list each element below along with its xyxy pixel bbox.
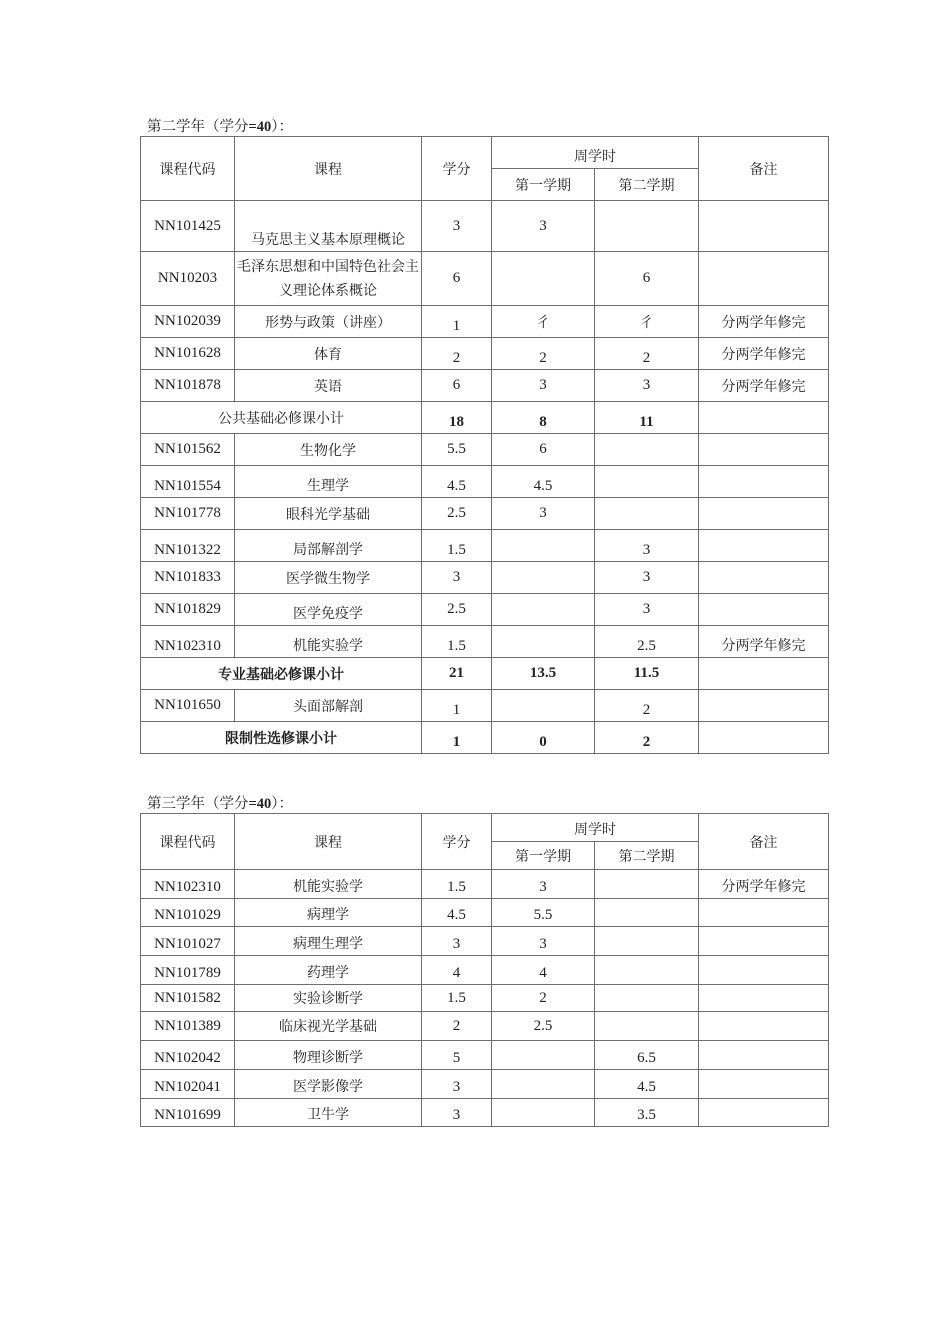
cell-remark: [699, 201, 829, 252]
cell-term1: 2.5: [492, 1012, 595, 1041]
table-row: [141, 594, 829, 626]
subtotal-row: [141, 722, 829, 754]
cell-term1: 6: [492, 434, 595, 466]
cell-term2: [595, 466, 699, 498]
cell-term1: [492, 626, 595, 658]
cell-code: NN101562: [141, 434, 235, 466]
table-row: [141, 870, 829, 899]
header-code: 课程代码: [141, 137, 235, 201]
cell-code: NN102310: [141, 626, 235, 658]
cell-credit: 4.5: [422, 466, 492, 498]
cell-remark: [699, 252, 829, 306]
cell-term2: [595, 927, 699, 956]
year2-table: [140, 136, 829, 754]
cell-term2: [595, 956, 699, 985]
subtotal-credit: 1: [422, 722, 492, 754]
cell-credit: 2: [422, 1012, 492, 1041]
header-course: 课程: [235, 137, 422, 201]
table-row: [141, 1099, 829, 1127]
subtotal-term1: 13.5: [492, 658, 595, 690]
subtotal-remark: [699, 722, 829, 754]
cell-term2: 3: [595, 594, 699, 626]
table-row: [141, 562, 829, 594]
cell-remark: [699, 1012, 829, 1041]
cell-remark: [699, 956, 829, 985]
subtotal-label: 公共基础必修课小计: [141, 402, 422, 434]
cell-remark: 分两学年修完: [699, 306, 829, 338]
table-row: [141, 306, 829, 338]
cell-credit: 6: [422, 370, 492, 402]
table-row: [141, 338, 829, 370]
cell-credit: 3: [422, 201, 492, 252]
table-row: [141, 927, 829, 956]
cell-term2: 3.5: [595, 1099, 699, 1127]
cell-credit: 4.5: [422, 899, 492, 927]
header-code: 课程代码: [141, 814, 235, 870]
cell-course: 药理学: [235, 956, 422, 985]
cell-credit: 1: [422, 306, 492, 338]
cell-course: 英语: [235, 370, 422, 402]
cell-code: NN101027: [141, 927, 235, 956]
cell-credit: 4: [422, 956, 492, 985]
table-row: [141, 1041, 829, 1070]
header-course: 课程: [235, 814, 422, 870]
cell-term1: [492, 690, 595, 722]
header-term2: 第二学期: [595, 842, 699, 870]
header-remark: 备注: [699, 814, 829, 870]
cell-term2: [595, 434, 699, 466]
cell-code: NN102310: [141, 870, 235, 899]
cell-course: 病理学: [235, 899, 422, 927]
cell-remark: [699, 594, 829, 626]
cell-credit: 1.5: [422, 626, 492, 658]
table-row: [141, 1012, 829, 1041]
cell-term1: 3: [492, 870, 595, 899]
cell-code: NN101029: [141, 899, 235, 927]
cell-remark: [699, 1070, 829, 1099]
cell-code: NN101650: [141, 690, 235, 722]
cell-term2: [595, 498, 699, 530]
cell-term1: 3: [492, 201, 595, 252]
cell-term2: 彳: [595, 306, 699, 338]
cell-term2: [595, 201, 699, 252]
cell-code: NN102041: [141, 1070, 235, 1099]
year3-table: [140, 813, 829, 1127]
table-row: [141, 370, 829, 402]
cell-credit: 1.5: [422, 985, 492, 1012]
table-row: [141, 1070, 829, 1099]
cell-term1: [492, 1041, 595, 1070]
cell-credit: 3: [422, 562, 492, 594]
cell-term1: [492, 252, 595, 306]
cell-term1: 2: [492, 338, 595, 370]
table-row: [141, 434, 829, 466]
cell-term2: 3: [595, 370, 699, 402]
cell-code: NN101389: [141, 1012, 235, 1041]
cell-course: 眼科光学基础: [235, 498, 422, 530]
cell-credit: 2.5: [422, 498, 492, 530]
cell-term1: 5.5: [492, 899, 595, 927]
year3-title: 第三学年（学分=40）：: [147, 796, 294, 812]
cell-term2: [595, 985, 699, 1012]
subtotal-remark: [699, 658, 829, 690]
cell-code: NN101628: [141, 338, 235, 370]
header-remark: 备注: [699, 137, 829, 201]
cell-remark: [699, 690, 829, 722]
cell-credit: 3: [422, 1099, 492, 1127]
cell-credit: 1.5: [422, 870, 492, 899]
table-row: [141, 530, 829, 562]
cell-term1: [492, 1099, 595, 1127]
cell-credit: 1.5: [422, 530, 492, 562]
cell-remark: [699, 1099, 829, 1127]
cell-term2: 4.5: [595, 1070, 699, 1099]
cell-remark: 分两学年修完: [699, 370, 829, 402]
header-term2: 第二学期: [595, 169, 699, 201]
cell-term1: 4.5: [492, 466, 595, 498]
cell-code: NN101833: [141, 562, 235, 594]
cell-course: 形势与政策（讲座）: [235, 306, 422, 338]
cell-term2: [595, 1012, 699, 1041]
cell-course: 生物化学: [235, 434, 422, 466]
table-row: [141, 498, 829, 530]
header-credit: 学分: [422, 137, 492, 201]
cell-credit: 3: [422, 927, 492, 956]
cell-term1: 3: [492, 927, 595, 956]
cell-term2: 2: [595, 338, 699, 370]
cell-term1: 3: [492, 498, 595, 530]
header-term1: 第一学期: [492, 169, 595, 201]
cell-credit: 5.5: [422, 434, 492, 466]
cell-term2: 6.5: [595, 1041, 699, 1070]
cell-course: 头面部解剖: [235, 690, 422, 722]
header-weekly: 周学时: [492, 814, 699, 842]
cell-course: 医学微生物学: [235, 562, 422, 594]
cell-code: NN101582: [141, 985, 235, 1012]
table-row: [141, 690, 829, 722]
cell-course: 卫牛学: [235, 1099, 422, 1127]
table-row: [141, 201, 829, 252]
table-row: [141, 466, 829, 498]
cell-term1: [492, 594, 595, 626]
cell-course: 医学影像学: [235, 1070, 422, 1099]
cell-term1: 2: [492, 985, 595, 1012]
cell-remark: [699, 562, 829, 594]
cell-term2: [595, 870, 699, 899]
cell-code: NN101322: [141, 530, 235, 562]
cell-course: 体育: [235, 338, 422, 370]
subtotal-row: [141, 402, 829, 434]
cell-remark: [699, 498, 829, 530]
table-row: [141, 956, 829, 985]
table-row: [141, 626, 829, 658]
cell-remark: [699, 1041, 829, 1070]
cell-term1: [492, 562, 595, 594]
cell-code: NN101554: [141, 466, 235, 498]
cell-code: NN101878: [141, 370, 235, 402]
cell-code: NN101789: [141, 956, 235, 985]
cell-course: 物理诊断学: [235, 1041, 422, 1070]
subtotal-term2: 11: [595, 402, 699, 434]
subtotal-term2: 2: [595, 722, 699, 754]
table-header-row: [141, 814, 829, 842]
cell-code: NN102042: [141, 1041, 235, 1070]
cell-term1: [492, 1070, 595, 1099]
subtotal-row: [141, 658, 829, 690]
cell-remark: [699, 899, 829, 927]
cell-term2: 2: [595, 690, 699, 722]
subtotal-term1: 0: [492, 722, 595, 754]
cell-code: NN101425: [141, 201, 235, 252]
cell-credit: 6: [422, 252, 492, 306]
cell-remark: 分两学年修完: [699, 626, 829, 658]
cell-code: NN101778: [141, 498, 235, 530]
cell-term1: [492, 530, 595, 562]
cell-term2: 6: [595, 252, 699, 306]
cell-course: 机能实验学: [235, 870, 422, 899]
header-credit: 学分: [422, 814, 492, 870]
cell-code: NN101699: [141, 1099, 235, 1127]
cell-course: 病理生理学: [235, 927, 422, 956]
cell-credit: 2.5: [422, 594, 492, 626]
subtotal-label: 专业基础必修课小计: [141, 658, 422, 690]
header-term1: 第一学期: [492, 842, 595, 870]
cell-course: 临床视光学基础: [235, 1012, 422, 1041]
cell-credit: 5: [422, 1041, 492, 1070]
subtotal-label: 限制性选修课小计: [141, 722, 422, 754]
cell-code: NN102039: [141, 306, 235, 338]
cell-remark: [699, 434, 829, 466]
header-weekly: 周学时: [492, 137, 699, 169]
cell-remark: [699, 466, 829, 498]
cell-term2: 3: [595, 530, 699, 562]
cell-credit: 1: [422, 690, 492, 722]
table-header-row: [141, 137, 829, 169]
cell-remark: [699, 530, 829, 562]
cell-code: NN101829: [141, 594, 235, 626]
table-row: [141, 985, 829, 1012]
cell-remark: 分两学年修完: [699, 338, 829, 370]
subtotal-term2: 11.5: [595, 658, 699, 690]
cell-course: 医学免疫学: [235, 594, 422, 626]
cell-course: 毛泽东思想和中国特色社会主义理论体系概论: [235, 252, 422, 306]
cell-course: 机能实验学: [235, 626, 422, 658]
subtotal-remark: [699, 402, 829, 434]
cell-term1: 4: [492, 956, 595, 985]
cell-course: 实验诊断学: [235, 985, 422, 1012]
cell-remark: 分两学年修完: [699, 870, 829, 899]
cell-remark: [699, 927, 829, 956]
cell-course: 局部解剖学: [235, 530, 422, 562]
cell-credit: 3: [422, 1070, 492, 1099]
cell-term2: 3: [595, 562, 699, 594]
subtotal-term1: 8: [492, 402, 595, 434]
subtotal-credit: 21: [422, 658, 492, 690]
cell-term1: 3: [492, 370, 595, 402]
cell-code: NN10203: [141, 252, 235, 306]
cell-remark: [699, 985, 829, 1012]
cell-term1: 彳: [492, 306, 595, 338]
cell-course: 马克思主义基本原理概论: [235, 201, 422, 252]
subtotal-credit: 18: [422, 402, 492, 434]
table-row: [141, 899, 829, 927]
table-row: [141, 252, 829, 306]
cell-term2: [595, 899, 699, 927]
cell-credit: 2: [422, 338, 492, 370]
cell-term2: 2.5: [595, 626, 699, 658]
year2-title: 第二学年（学分=40）：: [147, 119, 294, 135]
cell-course: 生理学: [235, 466, 422, 498]
